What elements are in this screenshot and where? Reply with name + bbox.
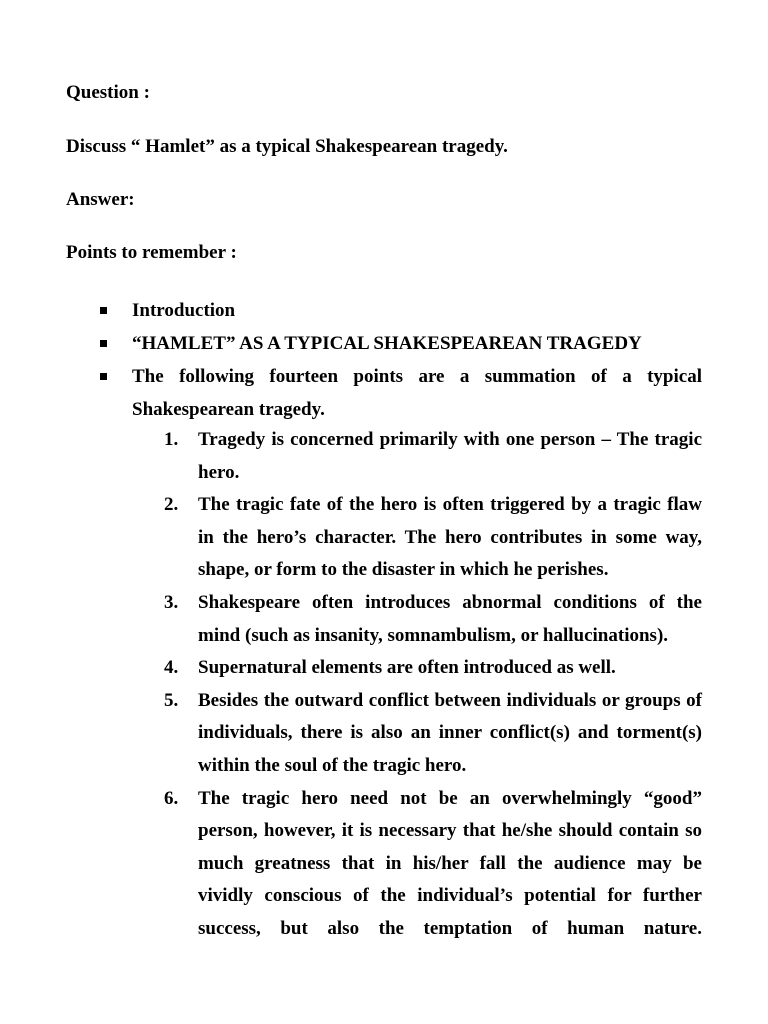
numbered-item xyxy=(160,783,702,946)
numbered-item xyxy=(160,685,702,783)
item-text: Shakespeare often introduces abnormal conditions of the mind (such as insanity, somnambulism, or hallucinations). xyxy=(198,591,702,646)
question-label: Question : xyxy=(66,82,150,103)
bullet-item xyxy=(98,360,702,426)
item-number: 2. xyxy=(164,494,179,516)
question-text: Discuss “ Hamlet” as a typical Shakespearean tragedy. xyxy=(66,136,508,157)
numbered-item xyxy=(160,424,702,489)
bullet-item xyxy=(98,327,702,360)
bullet-square-icon xyxy=(100,373,107,380)
bullet-list xyxy=(98,294,702,426)
bullet-text: Introduction xyxy=(132,300,236,321)
numbered-list xyxy=(160,424,702,946)
points-to-remember-label: Points to remember : xyxy=(66,242,237,263)
numbered-item xyxy=(160,652,702,685)
bullet-text: “HAMLET” AS A TYPICAL SHAKESPEAREAN TRAGEDY xyxy=(132,333,642,354)
item-text: The tragic fate of the hero is often triggered by a tragic flaw in the hero’s character. The hero contributes in some way, shape, or form to the disaster in which he perishes. xyxy=(198,494,702,581)
answer-label: Answer: xyxy=(66,189,135,210)
bullet-item xyxy=(98,294,702,327)
item-text: Tragedy is concerned primarily with one person – The tragic hero. xyxy=(198,429,702,483)
item-number: 1. xyxy=(164,429,179,450)
item-number: 6. xyxy=(164,787,179,809)
bullet-square-icon xyxy=(100,340,107,347)
numbered-item xyxy=(160,587,702,652)
bullet-square-icon xyxy=(100,307,107,314)
item-number: 5. xyxy=(164,689,179,711)
bullet-text: The following fourteen points are a summation of a typical Shakespearean tragedy. xyxy=(132,366,702,420)
item-text: Besides the outward conflict between individuals or groups of individuals, there is also an inner conflict(s) and torment(s) within the soul of the tragic hero. xyxy=(198,689,702,776)
item-text: Supernatural elements are often introduced as well. xyxy=(198,657,616,679)
item-number: 4. xyxy=(164,657,179,679)
numbered-item xyxy=(160,489,702,587)
item-number: 3. xyxy=(164,591,179,613)
item-text: The tragic hero need not be an overwhelmingly “good” person, however, it is necessary that he/she should contain so much greatness that in his/her fall the audience may be vividly conscious of the individual’s potential for further success, but also the temptation of human nature. xyxy=(198,787,702,939)
